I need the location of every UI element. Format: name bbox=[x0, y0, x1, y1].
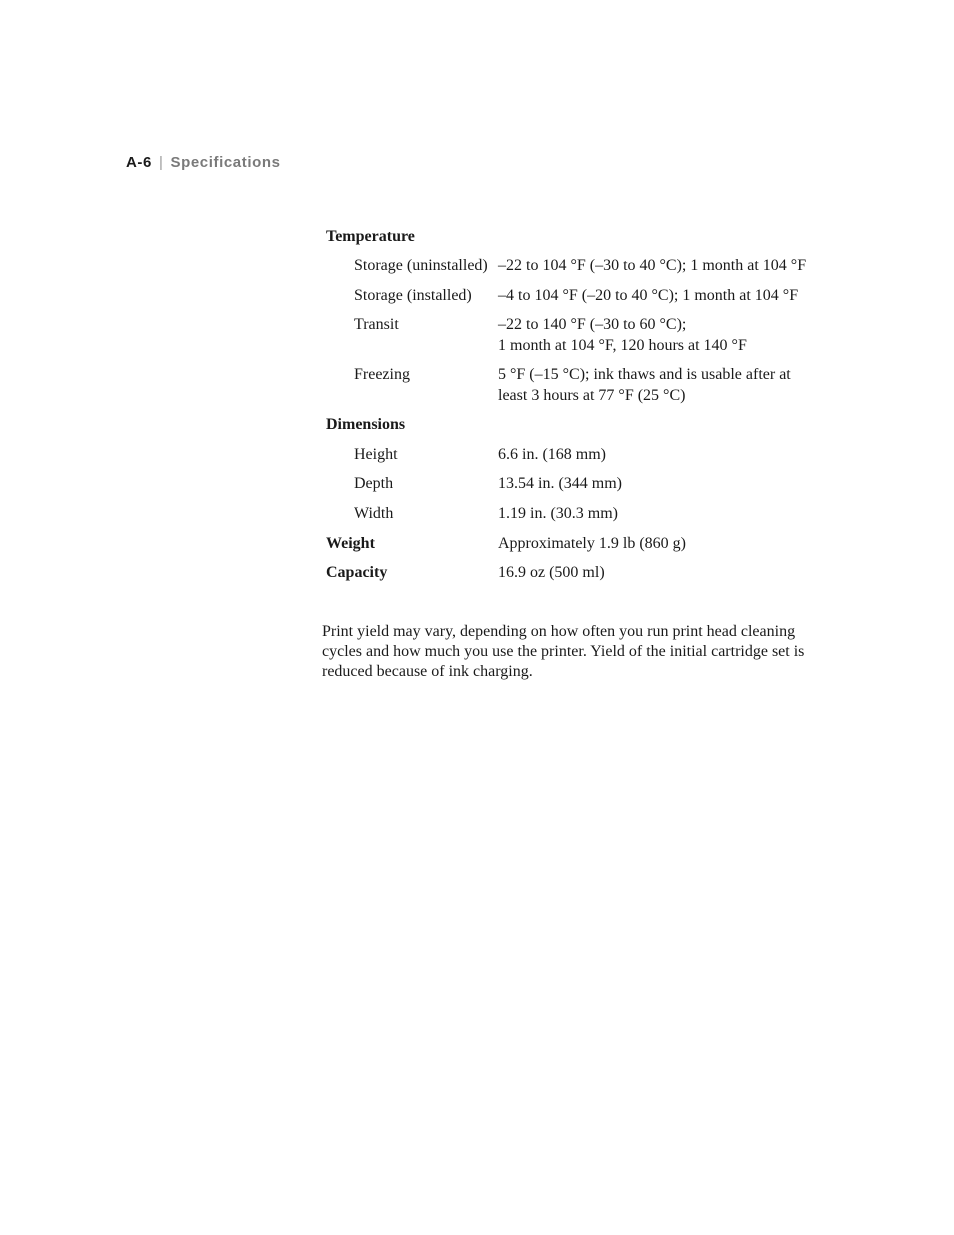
transit-value-line1: –22 to 140 °F (–30 to 60 °C); bbox=[498, 316, 687, 333]
width-label: Width bbox=[354, 505, 394, 522]
weight-value: Approximately 1.9 lb (860 g) bbox=[498, 535, 686, 552]
height-label: Height bbox=[354, 446, 398, 463]
capacity-value: 16.9 oz (500 ml) bbox=[498, 564, 605, 581]
dimensions-heading: Dimensions bbox=[326, 416, 406, 433]
transit-label: Transit bbox=[354, 316, 399, 333]
width-value: 1.19 in. (30.3 mm) bbox=[498, 505, 618, 522]
depth-value: 13.54 in. (344 mm) bbox=[498, 475, 622, 492]
freezing-label: Freezing bbox=[354, 366, 410, 383]
storage-installed-value: –4 to 104 °F (–20 to 40 °C); 1 month at 104 °F bbox=[498, 287, 799, 304]
section-title: Specifications bbox=[170, 154, 281, 171]
depth-label: Depth bbox=[354, 475, 394, 492]
print-yield-note: Print yield may vary, depending on how often you run print head cleaning cycles and how much you use the printer. Yield of the initial cartridge set is reduced because of ink charging. bbox=[322, 623, 805, 680]
temperature-heading: Temperature bbox=[326, 228, 415, 245]
storage-installed-label: Storage (installed) bbox=[354, 287, 472, 304]
specifications-table bbox=[0, 0, 954, 600]
transit-value-line2: 1 month at 104 °F, 120 hours at 140 °F bbox=[498, 337, 747, 354]
storage-uninstalled-label: Storage (uninstalled) bbox=[354, 257, 488, 274]
header-separator: | bbox=[158, 154, 164, 171]
height-value: 6.6 in. (168 mm) bbox=[498, 446, 606, 463]
page-number: A-6 bbox=[126, 154, 152, 171]
storage-uninstalled-value: –22 to 104 °F (–30 to 40 °C); 1 month at 104 °F bbox=[498, 257, 807, 274]
capacity-heading: Capacity bbox=[326, 564, 388, 581]
freezing-value-line1: 5 °F (–15 °C); ink thaws and is usable after at bbox=[498, 366, 791, 383]
freezing-value-line2: least 3 hours at 77 °F (25 °C) bbox=[498, 387, 686, 404]
weight-heading: Weight bbox=[326, 535, 375, 552]
